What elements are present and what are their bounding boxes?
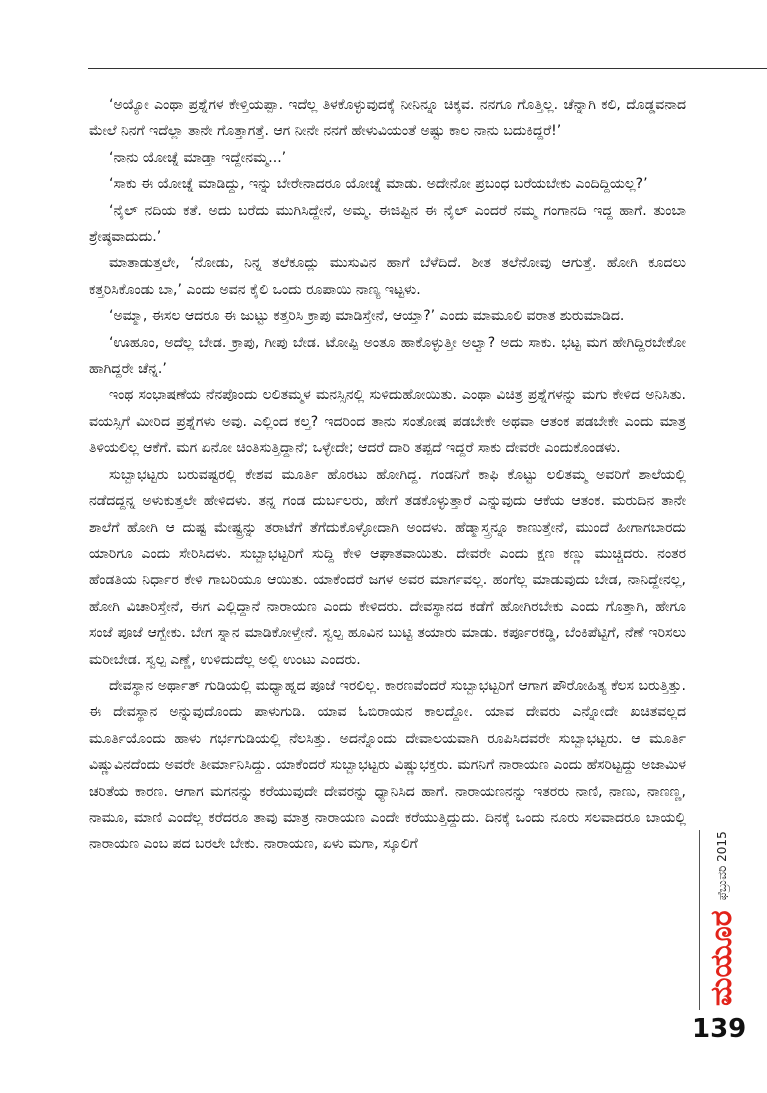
top-rule <box>88 68 767 69</box>
paragraph: ‘ನಾನು ಯೋಚ್ನೆ ಮಾಡ್ತಾ ಇದ್ದೇನಮ್ಮ...’ <box>109 149 287 166</box>
article-body <box>89 92 686 858</box>
paragraph: ಮಾತಾಡುತ್ತಲೇ, ‘ನೋಡು, ನಿನ್ನ ತಲೆಕೂದ್ಲು ಮುಸುವಿನ ಹಾಗೆ ಬೆಳೆದಿದೆ. ಶೀತ ತಲೆನೋವು ಆಗುತ್ತೆ. ಹೋಗಿ ಕೂದಲು ಕತ್ತರಿಸಿಕೊಂಡು ಬಾ,’ ಎಂದು ಅವನ ಕೈಲಿ ಒಂದು ರೂಪಾಯಿ ನಾಣ್ಯ ಇಟ್ಟಳು. <box>89 255 686 298</box>
magazine-name: ಮಯೂರ <box>704 910 739 1006</box>
paragraph: ‘ಊಹೂಂ, ಅದೆಲ್ಲ ಬೇಡ. ಕ್ರಾಪು, ಗೀಪು ಬೇಡ. ಟೋಪ್ಪಿ ಅಂತೂ ಹಾಕೊಳ್ಳುತ್ತೀ ಅಲ್ವಾ? ಅದು ಸಾಕು. ಭಟ್ಟ ಮಗ ಹೇಗಿದ್ದಿರಬೇಕೋ ಹಾಗಿದ್ದರೇ ಚೆನ್ನ.’ <box>89 334 686 378</box>
paragraph: ದೇವಸ್ಥಾನ ಅರ್ಥಾತ್ ಗುಡಿಯಲ್ಲಿ ಮಧ್ಯಾಹ್ನದ ಪೂಜೆ ಇರಲಿಲ್ಲ. ಕಾರಣವೆಂದರೆ ಸುಬ್ಬಾಭಟ್ಟರಿಗೆ ಆಗಾಗ ಪೌರೋಹಿತ್ಯ ಕೆಲಸ ಬರುತ್ತಿತ್ತು. ಈ ದೇವಸ್ಥಾನ ಅನ್ನುವುದೊಂದು ಪಾಳುಗುಡಿ. ಯಾವ ಓಬಿರಾಯನ ಕಾಲದ್ದೋ. ಯಾವ ದೇವರು ಎನ್ನೋದೇ ಖಚಿತವಲ್ಲದ ಮೂರ್ತಿಯೊಂದು ಹಾಳು ಗರ್ಭಗುಡಿಯಲ್ಲಿ ನೆಲಸಿತ್ತು. ಅದನ್ನೊಂದು ದೇವಾಲಯವಾಗಿ ರೂಪಿಸಿದವರೇ ಸುಬ್ಬಾಭಟ್ಟರು. ಆ ಮೂರ್ತಿ ವಿಷ್ಣುವಿನದೆಂದು ಅವರೇ ತೀರ್ಮಾನಿಸಿದ್ದು. ಯಾಕೆಂದರೆ ಸುಬ್ಬಾಭಟ್ಟರು ವಿಷ್ಣುಭಕ್ತರು. ಮಗನಿಗೆ ನಾರಾಯಣ ಎಂದು ಹೆಸರಿಟ್ಟದ್ದು ಅಜಾಮಿಳ ಚರಿತೆಯ ಕಾರಣ. ಆಗಾಗ ಮಗನನ್ನು ಕರೆಯುವುದೇ ದೇವರನ್ನು ಧ್ಯಾನಿಸಿದ ಹಾಗೆ. ನಾರಾಯಣನನ್ನು ಇತರರು ನಾಣಿ, ನಾಣು, ನಾಣಣ್ಣ, ನಾಮೂ, ಮಾಣಿ ಎಂದೆಲ್ಲ ಕರೆದರೂ ತಾವು ಮಾತ್ರ ನಾರಾಯಣ ಎಂದೇ ಕರೆಯುತ್ತಿದ್ದುದು. ದಿನಕ್ಕೆ ಒಂದು ನೂರು ಸಲವಾದರೂ ಬಾಯಲ್ಲಿ ನಾರಾಯಣ ಎಂಬ ಪದ ಬರಲೇ ಬೇಕು. ನಾರಾಯಣ, ಏಳು ಮಗಾ, ಸ್ಕೂಲಿಗೆ <box>89 677 686 853</box>
page-number: 139 <box>692 1014 747 1044</box>
paragraph: ‘ಅಮ್ಮಾ, ಈಸಲ ಆದರೂ ಈ ಜುಟ್ಟು ಕತ್ತರಿಸಿ ಕ್ರಾಪು ಮಾಡಿಸ್ತೇನೆ, ಆಯ್ತಾ?’ ಎಂದು ಮಾಮೂಲಿ ವರಾತ ಶುರುಮಾಡಿದ. <box>109 308 625 325</box>
paragraph: ‘ಅಯ್ಯೋ ಎಂಥಾ ಪ್ರಶ್ನೆಗಳ ಕೇಳ್ತಿಯಪ್ಪಾ. ಇದೆಲ್ಲ ತಿಳಕೊಳ್ಳುವುದಕ್ಕೆ ನೀನಿನ್ನೂ ಚಿಕ್ಕವ. ನನಗೂ ಗೊತ್ತಿಲ್ಲ. ಚೆನ್ನಾಗಿ ಕಲಿ, ದೊಡ್ಡವನಾದ ಮೇಲೆ ನಿನಗೆ ಇದೆಲ್ಲಾ ತಾನೇ ಗೊತ್ತಾಗತ್ತೆ. ಆಗ ನೀನೇ ನನಗೆ ಹೇಳುವಿಯಂತೆ ಅಷ್ಟು ಕಾಲ ನಾನು ಬದುಕಿದ್ದರೆ!’ <box>89 97 686 140</box>
paragraph: ಸುಬ್ಬಾಭಟ್ಟರು ಬರುವಷ್ಟರಲ್ಲಿ ಕೇಶವ ಮೂರ್ತಿ ಹೊರಟು ಹೋಗಿದ್ದ. ಗಂಡನಿಗೆ ಕಾಫಿ ಕೊಟ್ಟು ಲಲಿತಮ್ಮ ಅವರಿಗೆ ಶಾಲೆಯಲ್ಲಿ ನಡೆದದ್ದನ್ನ ಅಳುಕುತ್ತಲೇ ಹೇಳಿದಳು. ತನ್ನ ಗಂಡ ದುರ್ಬಲರು, ಹೇಗೆ ತಡಕೊಳ್ಳುತ್ತಾರೆ ಎನ್ನುವುದು ಆಕೆಯ ಆತಂಕ. ಮರುದಿನ ತಾನೇ ಶಾಲೆಗೆ ಹೋಗಿ ಆ ದುಷ್ಟ ಮೇಷ್ಟ್ರನ್ನು ತರಾಟೆಗೆ ತೆಗೆದುಕೊಳ್ಳೋದಾಗಿ ಅಂದಳು. ಹೆಡ್ಮಾಸ್ತ್ರನ್ನೂ ಕಾಣುತ್ತೇನೆ, ಮುಂದೆ ಹೀಗಾಗಬಾರದು ಯಾರಿಗೂ ಎಂದು ಸೇರಿಸಿದಳು. ಸುಬ್ಬಾಭಟ್ಟರಿಗೆ ಸುದ್ದಿ ಕೇಳಿ ಆಘಾತವಾಯಿತು. ದೇವರೇ ಎಂದು ಕ್ಷಣ ಕಣ್ಣು ಮುಚ್ಚಿದರು. ನಂತರ ಹೆಂಡತಿಯ ನಿರ್ಧಾರ ಕೇಳಿ ಗಾಬರಿಯೂ ಆಯಿತು. ಯಾಕೆಂದರೆ ಜಗಳ ಅವರ ಮಾರ್ಗವಲ್ಲ. ಹಂಗೆಲ್ಲ ಮಾಡುವುದು ಬೇಡ, ನಾನಿದ್ದೇನಲ್ಲ, ಹೋಗಿ ವಿಚಾರಿಸ್ತೇನೆ, ಈಗ ಎಲ್ಲಿದ್ದಾನೆ ನಾರಾಯಣ ಎಂದು ಕೇಳಿದರು. ದೇವಸ್ಥಾನದ ಕಡೆಗೆ ಹೋಗಿರಬೇಕು ಎಂದು ಗೊತ್ತಾಗಿ, ಹೇಗೂ ಸಂಜೆ ಪೂಜೆ ಆಗ್ಬೇಕು. ಬೇಗ ಸ್ನಾನ ಮಾಡಿಕೋಳ್ತೇನೆ. ಸ್ವಲ್ಪ ಹೂವಿನ ಬುಟ್ಟಿ ತಯಾರು ಮಾಡು. ಕರ್ಪೂರಕಡ್ಡಿ, ಬೆಂಕಿಪೆಟ್ಟಿಗೆ, ನೆಣೆ ಇರಿಸಲು ಮರೀಬೇಡ. ಸ್ವಲ್ಪ ಎಣ್ಣೆ, ಉಳಿದುದೆಲ್ಲ ಅಲ್ಲಿ ಉಂಟು ಎಂದರು. <box>89 466 686 668</box>
paragraph: ‘ನೈಲ್ ನದಿಯ ಕತೆ. ಅದು ಬರೆದು ಮುಗಿಸಿದ್ದೇನೆ, ಅಮ್ಮ. ಈಜಿಪ್ಟಿನ ಈ ನೈಲ್ ಎಂದರೆ ನಮ್ಮ ಗಂಗಾನದಿ ಇದ್ದ ಹಾಗೆ. ತುಂಬಾ ಶ್ರೇಷ್ಠವಾದುದು.’ <box>89 202 686 246</box>
paragraph: ಇಂಥ ಸಂಭಾಷಣೆಯ ನೆನಪೊಂದು ಲಲಿತಮ್ಮಳ ಮನಸ್ಸಿನಲ್ಲಿ ಸುಳಿದುಹೋಯಿತು. ಎಂಥಾ ವಿಚಿತ್ರ ಪ್ರಶ್ನೆಗಳನ್ನು ಮಗು ಕೇಳಿದ ಅನಿಸಿತು. ವಯಸ್ಸಿಗೆ ಮೀರಿದ ಪ್ರಶ್ನೆಗಳು ಅವು. ಎಲ್ಲಿಂದ ಕಲ್ತ? ಇದರಿಂದ ತಾನು ಸಂತೋಷ ಪಡಬೇಕೇ ಅಥವಾ ಆತಂಕ ಪಡಬೇಕೇ ಎಂದು ಮಾತ್ರ ತಿಳಿಯಲಿಲ್ಲ ಆಕೆಗೆ. ಮಗ ಏನೋ ಚಿಂತಿಸುತ್ತಿದ್ದಾನೆ; ಒಳ್ಳೇದೇ; ಆದರೆ ದಾರಿ ತಪ್ಪದೆ ಇದ್ದರೆ ಸಾಕು ದೇವರೇ ಎಂದುಕೊಂಡಳು. <box>89 387 686 457</box>
issue-date: ಫೆಬ್ರುವರಿ 2015 <box>715 831 729 901</box>
masthead <box>704 790 740 1006</box>
side-rule <box>699 830 700 1010</box>
masthead-band <box>704 790 740 1006</box>
paragraph: ‘ಸಾಕು ಈ ಯೋಚ್ನೆ ಮಾಡಿದ್ದು, ಇನ್ನು ಬೇರೇನಾದರೂ ಯೋಚ್ನೆ ಮಾಡು. ಅದೇನೋ ಪ್ರಬಂಧ ಬರೆಯಬೇಕು ಎಂದಿದ್ದಿಯಲ್ಲ?’ <box>109 176 648 193</box>
